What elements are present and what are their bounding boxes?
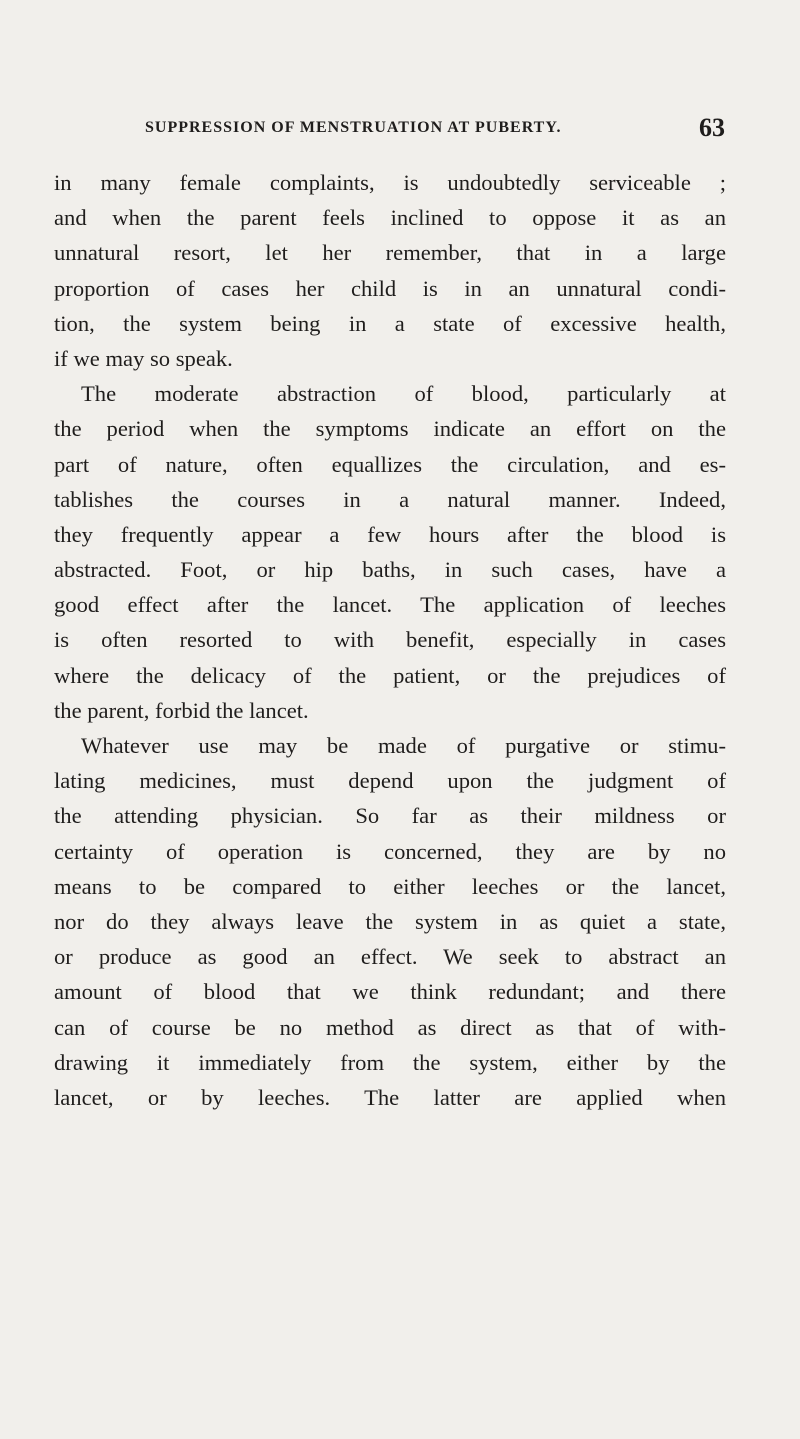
paragraph-start-line: The moderate abstraction of blood, particularly at — [81, 381, 726, 407]
page-number: 63 — [699, 113, 725, 142]
text-line: tablishes the courses in a natural manner. Indeed, — [54, 486, 726, 512]
text-line: and when the parent feels inclined to oppose it as an — [54, 205, 726, 231]
text-line: the period when the symptoms indicate an effort on the — [54, 416, 726, 442]
text-line: they frequently appear a few hours after the blood is — [54, 521, 726, 547]
text-line: if we may so speak. — [54, 345, 233, 371]
text-line: can of course be no method as direct as that of with- — [54, 1014, 726, 1040]
text-line: where the delicacy of the patient, or the prejudices of — [54, 662, 726, 688]
paragraph-start-line: Whatever use may be made of purgative or stimu- — [81, 733, 726, 758]
text-line: is often resorted to with benefit, especially in cases — [54, 627, 726, 653]
text-line: proportion of cases her child is in an unnatural condi- — [54, 275, 726, 301]
text-line: the attending physician. So far as their mildness or — [54, 803, 726, 829]
text-line: abstracted. Foot, or hip baths, in such cases, have a — [54, 557, 726, 583]
text-line: part of nature, often equallizes the circulation, and es- — [54, 451, 726, 477]
text-line: lancet, or by leeches. The latter are applied when — [54, 1084, 726, 1110]
text-line: lating medicines, must depend upon the judgment of — [54, 768, 726, 794]
text-line: or produce as good an effect. We seek to abstract an — [54, 944, 726, 970]
page-header — [145, 110, 725, 146]
text-line: the parent, forbid the lancet. — [54, 697, 309, 723]
text-line: in many female complaints, is undoubtedly serviceable ; — [54, 170, 726, 195]
text-line: certainty of operation is concerned, they are by no — [54, 838, 726, 864]
text-line: drawing it immediately from the system, either by the — [54, 1049, 726, 1075]
text-line: tion, the system being in a state of excessive health, — [54, 310, 726, 336]
text-line: good effect after the lancet. The application of leeches — [54, 592, 726, 618]
text-line: nor do they always leave the system in as quiet a state, — [54, 908, 726, 934]
text-line: unnatural resort, let her remember, that in a large — [54, 240, 726, 266]
running-title: SUPPRESSION OF MENSTRUATION AT PUBERTY. — [145, 119, 562, 136]
text-line: amount of blood that we think redundant; and there — [54, 979, 726, 1005]
body-text — [54, 165, 726, 1115]
text-line: means to be compared to either leeches or the lancet, — [54, 873, 726, 899]
